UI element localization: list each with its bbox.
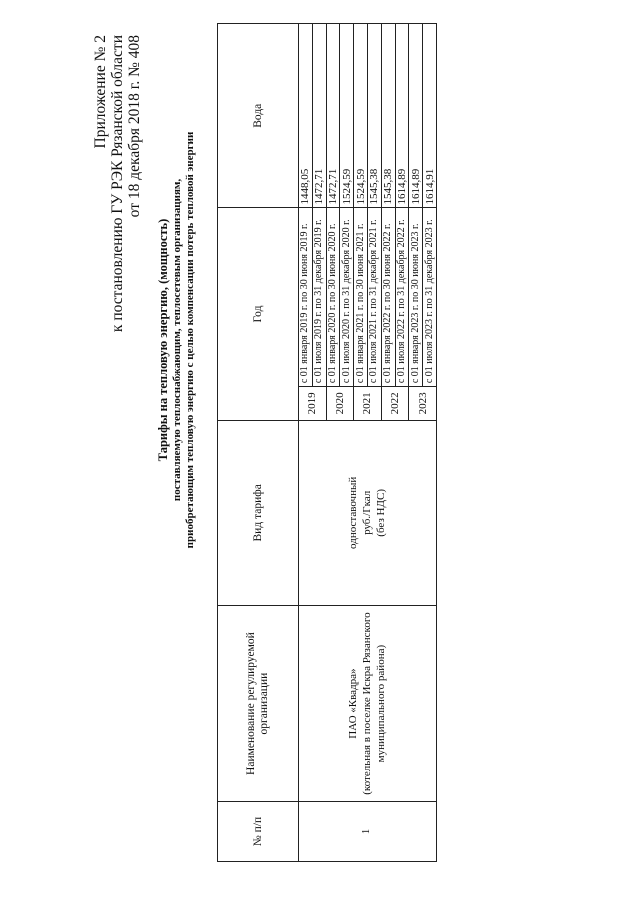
period-cell: с 01 января 2021 г. по 30 июня 2021 г. — [354, 208, 368, 387]
water-tariff-value: 1524,59 — [340, 24, 354, 208]
period-cell: с 01 июля 2022 г. по 31 декабря 2022 г. — [395, 208, 409, 387]
period-cell: с 01 января 2022 г. по 30 июня 2022 г. — [381, 208, 395, 387]
water-tariff-value: 1448,05 — [299, 24, 313, 208]
tariff-table — [217, 23, 437, 862]
year-cell: 2023 — [409, 387, 437, 420]
period-cell: с 01 июля 2023 г. по 31 декабря 2023 г. — [423, 208, 437, 387]
appendix-number: Приложение № 2 — [92, 35, 109, 149]
title-line-2: поставляемую теплоснабжающим, теплосетевым организациям, — [170, 178, 183, 502]
water-tariff-value: 1545,38 — [381, 24, 395, 208]
water-tariff-value: 1524,59 — [354, 24, 368, 208]
organization-name: ПАО «Квадра» — [347, 668, 360, 739]
period-cell: с 01 января 2019 г. по 30 июня 2019 г. — [299, 208, 313, 387]
header-num: № п/п — [218, 802, 299, 862]
table-body — [299, 24, 437, 862]
water-tariff-value: 1614,89 — [409, 24, 423, 208]
water-tariff-value: 1545,38 — [367, 24, 381, 208]
row-number: 1 — [299, 802, 437, 862]
period-cell: с 01 июля 2020 г. по 31 декабря 2020 г. — [340, 208, 354, 387]
year-cell: 2020 — [326, 387, 354, 420]
organization-cell — [299, 606, 437, 802]
year-cell: 2022 — [381, 387, 409, 420]
appendix-header — [92, 35, 143, 332]
title-line-3: приобретающим тепловую энергию с целью компенсации потерь тепловой энергии — [184, 131, 196, 549]
water-tariff-value: 1614,91 — [423, 24, 437, 208]
period-cell: с 01 января 2020 г. по 30 июня 2020 г. — [326, 208, 340, 387]
title-line-1: Тарифы на тепловую энергию, (мощность) — [156, 218, 170, 462]
header-kind: Вид тарифа — [218, 420, 299, 606]
header-year: Год — [218, 208, 299, 420]
appendix-date: от 18 декабря 2018 г. № 408 — [126, 35, 143, 218]
year-cell: 2021 — [354, 387, 382, 420]
water-tariff-value: 1614,89 — [395, 24, 409, 208]
year-cell: 2019 — [299, 387, 327, 420]
tariff-kind-cell — [299, 420, 437, 606]
period-cell: с 01 июля 2019 г. по 31 декабря 2019 г. — [312, 208, 326, 387]
water-tariff-value: 1472,71 — [312, 24, 326, 208]
period-cell: с 01 июля 2021 г. по 31 декабря 2021 г. — [367, 208, 381, 387]
period-cell: с 01 января 2023 г. по 30 июня 2023 г. — [409, 208, 423, 387]
tariff-kind-line-2: руб./Гкал — [361, 490, 374, 535]
water-tariff-value: 1472,71 — [326, 24, 340, 208]
header-org: Наименование регулируемой организации — [218, 606, 299, 802]
tariff-kind-line-3: (без НДС) — [375, 489, 388, 537]
tariff-kind-line-1: одноставочный — [347, 476, 360, 549]
appendix-resolution: к постановлению ГУ РЭК Рязанской области — [109, 35, 126, 333]
table-header-row — [218, 24, 299, 862]
document-title — [157, 0, 198, 685]
organization-detail: (котельная в поселке Искра Рязанского муниципального района) — [361, 612, 388, 795]
table-row — [299, 24, 313, 862]
header-water: Вода — [218, 24, 299, 208]
